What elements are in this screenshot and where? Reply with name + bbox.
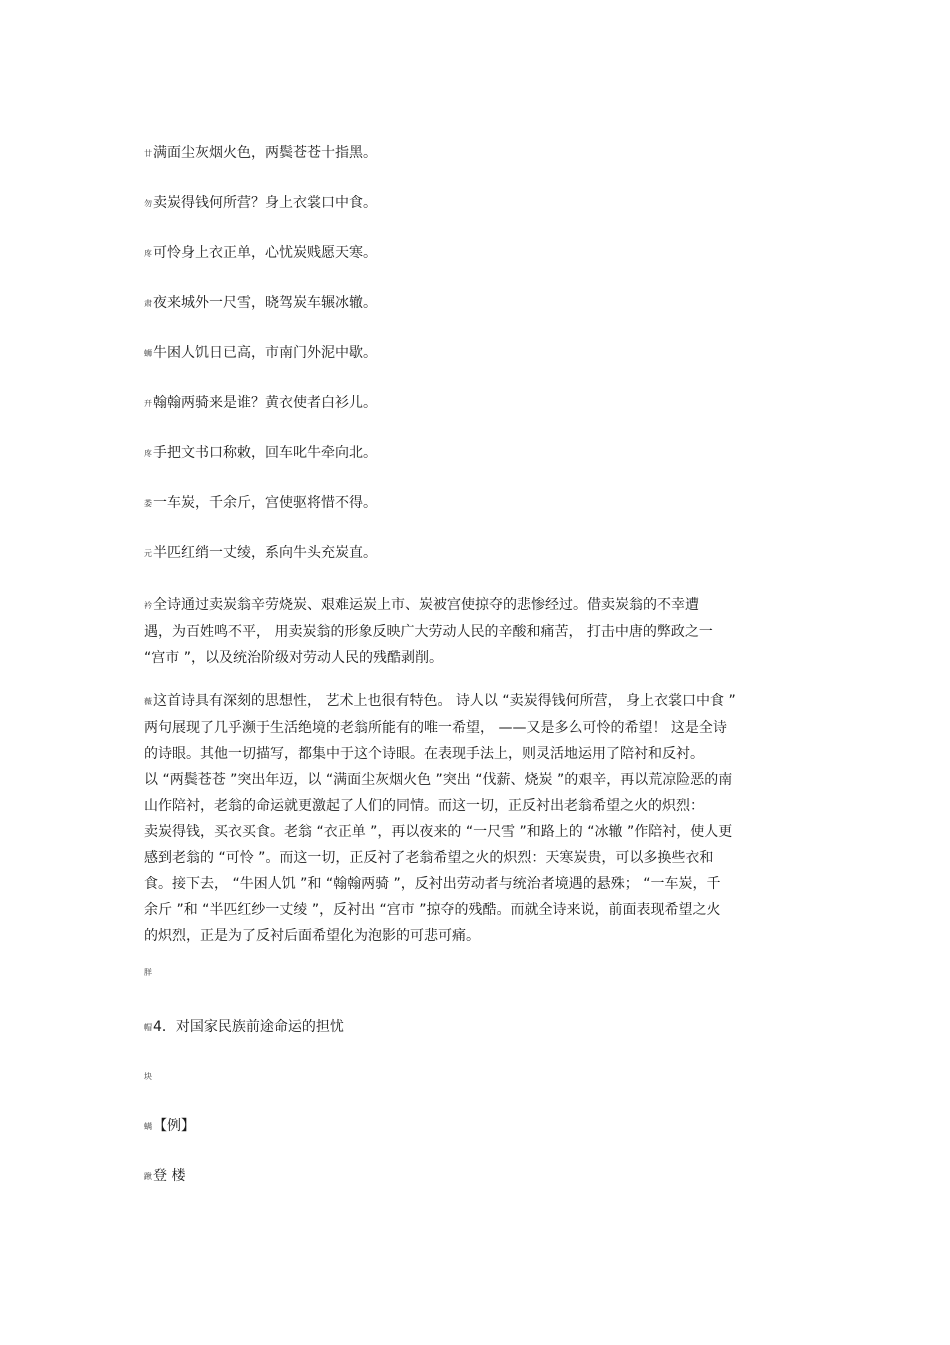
poem-line-text: 半匹红绡一丈绫，系向牛头充炭直。 (153, 545, 377, 561)
line-mark: 元 (144, 549, 152, 558)
summary-line: “宫市 ”，以及统治阶级对劳动人民的残酷剥削。 (144, 650, 443, 666)
analysis-line: 薇这首诗具有深刻的思想性， 艺术上也很有特色。 诗人以 “卖炭得钱何所营， 身上衣裳口中食 ” (144, 693, 736, 709)
line-mark: 娄 (144, 499, 152, 508)
example-label (144, 1116, 195, 1137)
analysis-line: 卖炭得钱，买衣买食。老翁 “衣正单 ”，再以夜来的 “一尺雪 ”和路上的 “冰辙 ”作陪衬，使人更 (144, 824, 733, 840)
analysis-line: 食。接下去， “牛困人饥 ”和 “翰翰两骑 ”，反衬出劳动者与统治者境遇的悬殊； “一车炭，千 (144, 876, 721, 892)
analysis-line: 以 “两鬓苍苍 ”突出年迈，以 “满面尘灰烟火色 ”突出 “伐薪、烧炭 ”的艰辛，再以荒凉险恶的南 (144, 772, 733, 788)
analysis-line: 的诗眼。其他一切描写，都集中于这个诗眼。在表现手法上，则灵活地运用了陪衬和反衬。 (144, 746, 704, 762)
poem-line-text: 可怜身上衣正单，心忧炭贱愿天寒。 (153, 245, 377, 261)
poem-title (144, 1166, 185, 1187)
poem-line-text: 满面尘灰烟火色，两鬓苍苍十指黑。 (153, 145, 377, 161)
line-mark: 勿 (144, 199, 152, 208)
analysis-line: 两句展现了几乎濒于生活绝境的老翁所能有的唯一希望， ——又是多么可怜的希望！ 这是全诗 (144, 720, 727, 736)
poem-line-text: 翰翰两骑来是谁？黄衣使者白衫儿。 (153, 395, 377, 411)
line-mark: 衿 (144, 601, 152, 610)
line-mark: 螨 (144, 1122, 152, 1131)
blank-line-mark (144, 1066, 153, 1087)
line-mark: 薇 (144, 697, 152, 706)
line-mark: 蛳 (144, 349, 152, 358)
poem-line-7 (144, 443, 377, 464)
analysis-line: 余斤 ”和 “半匹红纱一丈绫 ”，反衬出 “宫市 ”掠夺的残酷。而就全诗来说，前面表现希望之火 (144, 902, 721, 918)
poem-line-text: 手把文书口称敕，回车叱牛牵向北。 (153, 445, 377, 461)
poem-line-1 (144, 143, 377, 164)
line-mark: 帽 (144, 1023, 152, 1032)
poem-line-9 (144, 543, 377, 564)
line-mark: 廿 (144, 149, 152, 158)
summary-paragraph (144, 592, 814, 671)
example-text: 【例】 (153, 1118, 195, 1134)
poem-line-text: 卖炭得钱何所营？身上衣裳口中食。 (153, 195, 377, 211)
line-mark: 幵 (144, 399, 152, 408)
poem-line-8 (144, 493, 377, 514)
line-mark: 踿 (144, 1172, 152, 1181)
poem-line-6 (144, 393, 377, 414)
summary-line: 衿全诗通过卖炭翁辛劳烧炭、艰难运炭上市、炭被宫使掠夺的悲惨经过。借卖炭翁的不幸遭 (144, 597, 699, 613)
analysis-paragraph (144, 688, 814, 949)
poem-line-3 (144, 243, 377, 264)
blank-line-mark (144, 962, 153, 983)
analysis-line: 感到老翁的 “可怜 ”。而这一切，正反衬了老翁希望之火的炽烈：天寒炭贵，可以多换些衣和 (144, 850, 714, 866)
poem-line-4 (144, 293, 377, 314)
poem-line-5 (144, 343, 377, 364)
poem-line-text: 牛困人饥日已高，市南门外泥中歇。 (153, 345, 377, 361)
line-mark: 庝 (144, 449, 152, 458)
analysis-line: 的炽烈，正是为了反衬后面希望化为泡影的可悲可痛。 (144, 928, 480, 944)
section-heading (144, 1017, 344, 1038)
poem-line-2 (144, 193, 377, 214)
line-mark: 块 (144, 1072, 152, 1081)
poem-line-text: 夜来城外一尺雪，晓驾炭车辗冰辙。 (153, 295, 377, 311)
poem-line-text: 一车炭，千余斤，宫使驱将惜不得。 (153, 495, 377, 511)
summary-line: 遇，为百姓鸣不平， 用卖炭翁的形象反映广大劳动人民的辛酸和痛苦， 打击中唐的弊政之一 (144, 624, 713, 640)
line-mark: 羘 (144, 968, 152, 977)
analysis-line: 山作陪衬，老翁的命运就更激起了人们的同情。而这一切，正反衬出老翁希望之火的炽烈： (144, 798, 704, 814)
line-mark: 肃 (144, 299, 152, 308)
line-mark: 庝 (144, 249, 152, 258)
section-title: 4．对国家民族前途命运的担忧 (153, 1019, 344, 1035)
poem-title-text: 登 楼 (153, 1168, 186, 1184)
